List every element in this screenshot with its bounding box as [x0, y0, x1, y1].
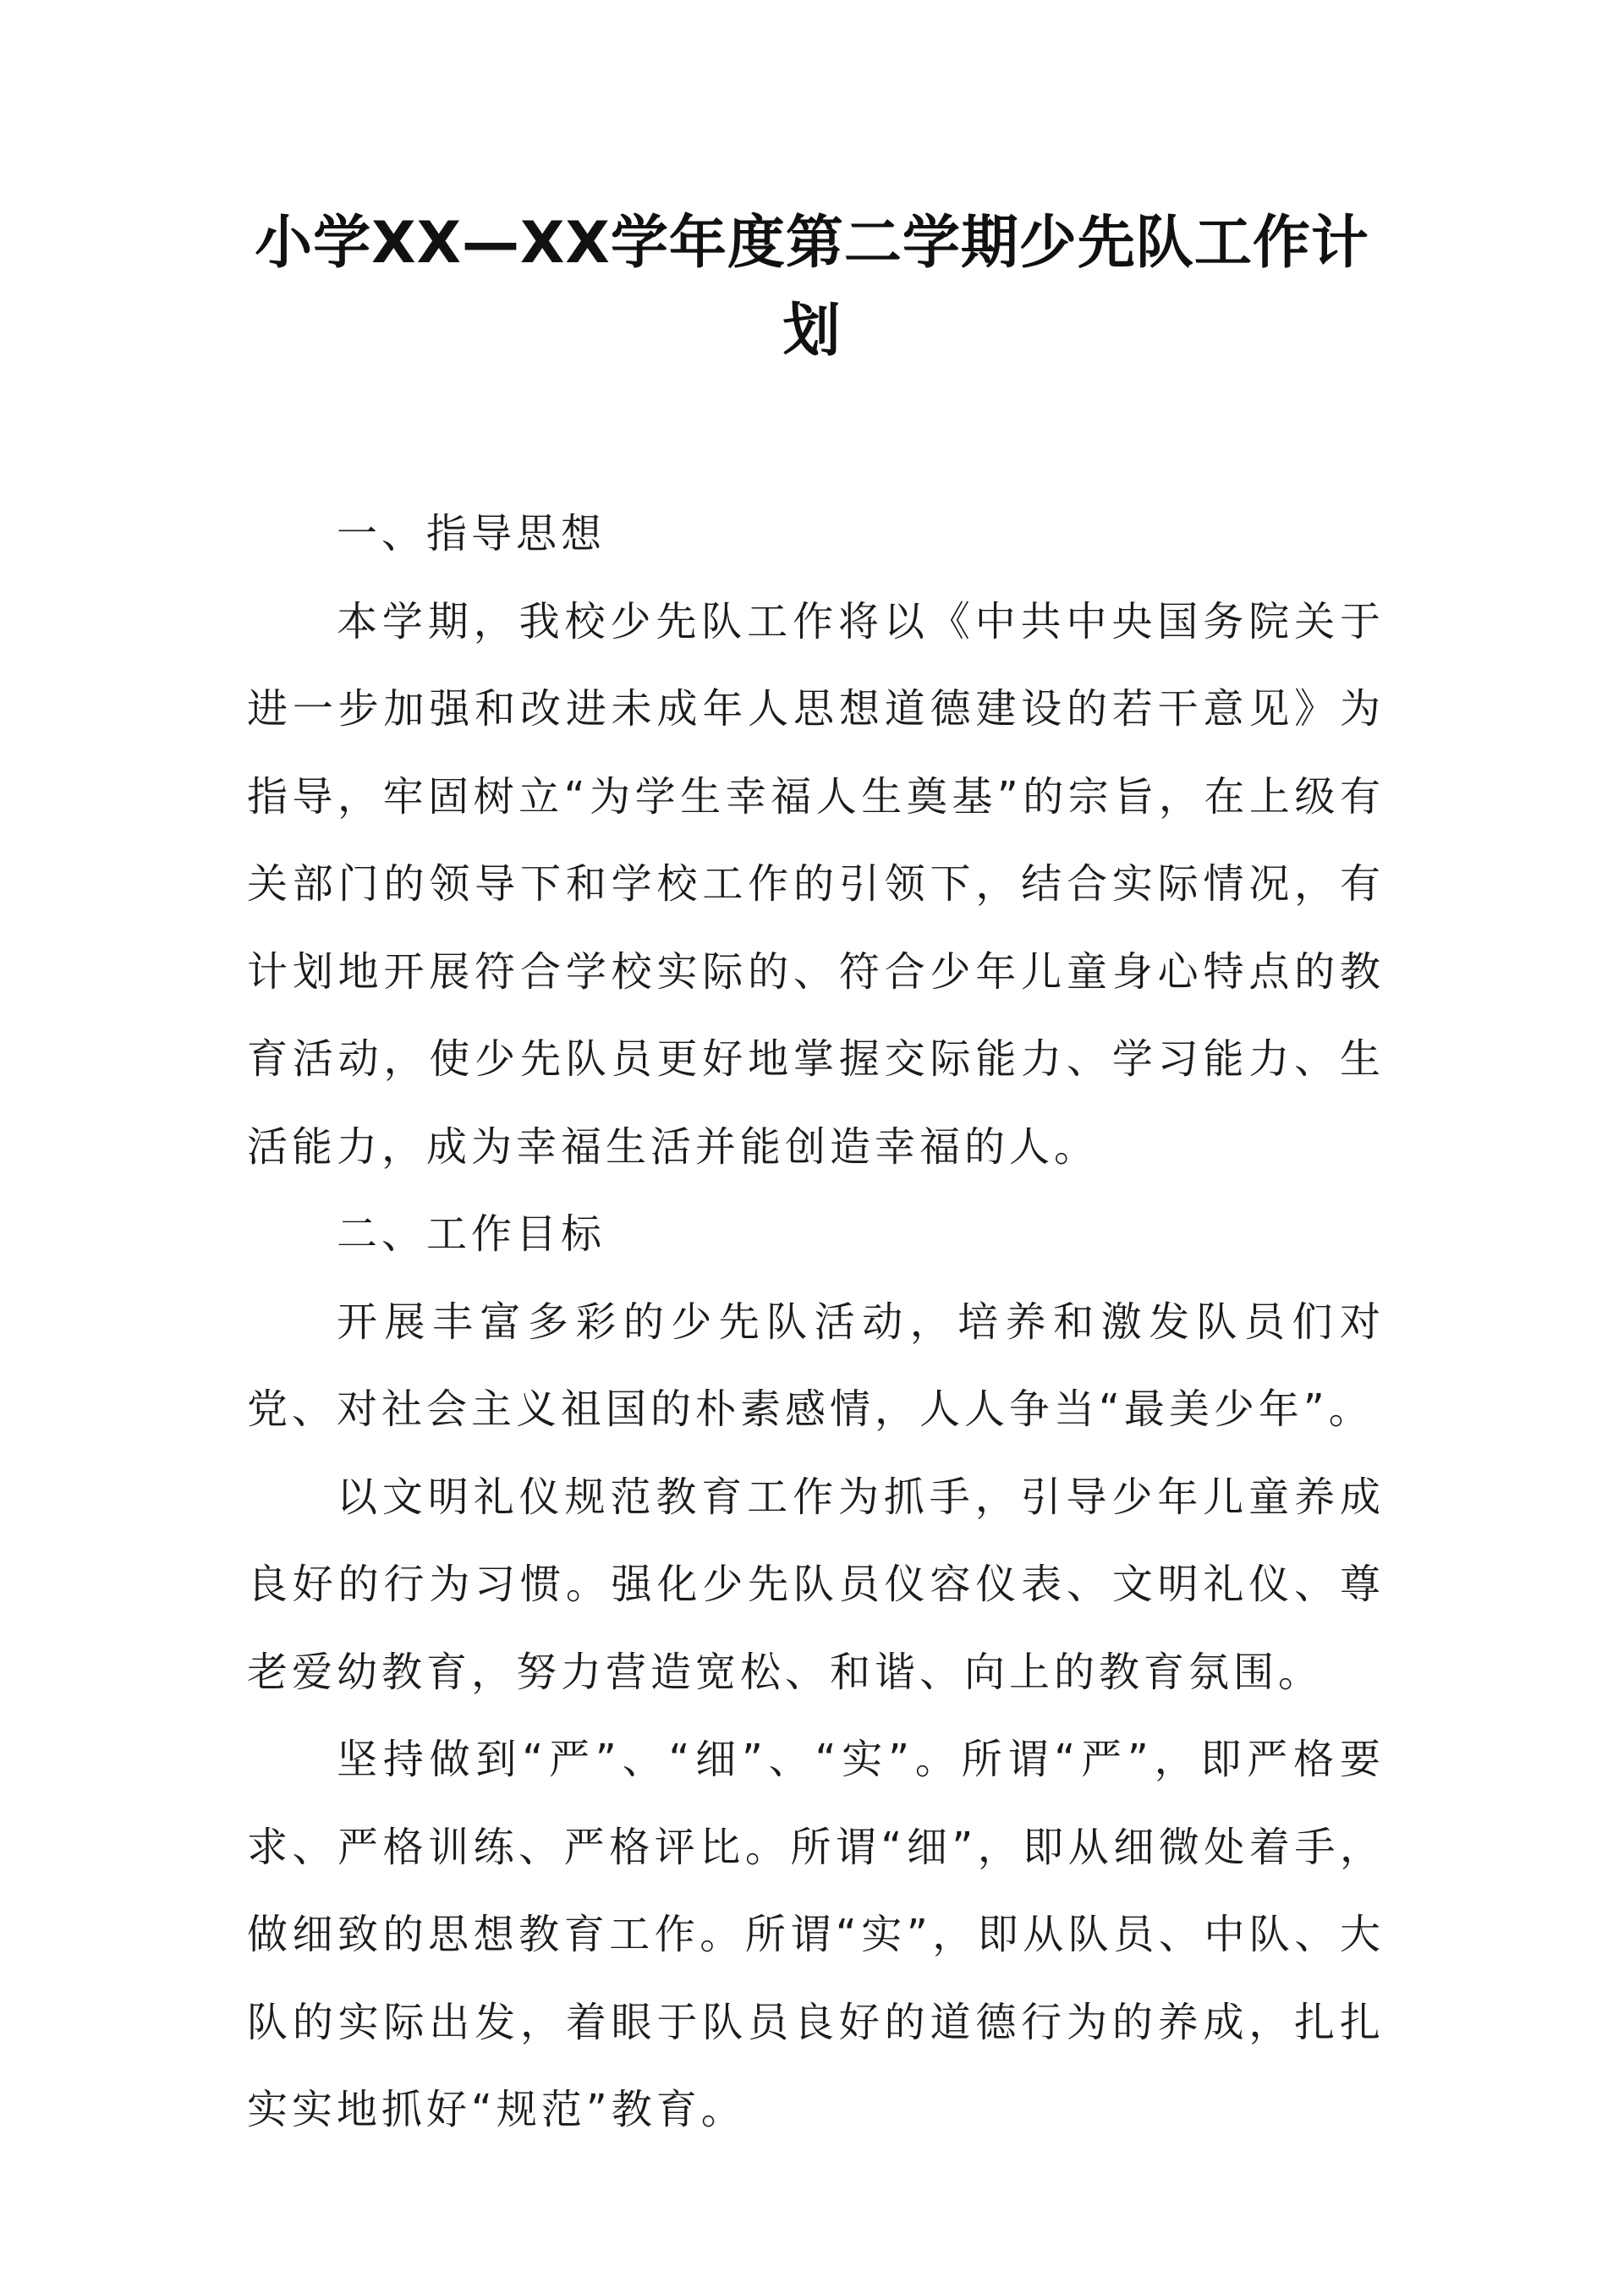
section-heading-guiding-ideology: 一、指导思想	[337, 510, 606, 557]
section-heading-work-goals: 二、工作目标	[337, 1210, 606, 1258]
document-body	[247, 491, 1385, 2154]
paragraph-goal-etiquette: 以文明礼仪规范教育工作为抓手，引导少年儿童养成良好的行为习惯。强化少先队员仪容仪表、文明礼仪、尊老爱幼教育，努力营造宽松、和谐、向上的教育氛围。	[247, 1473, 1385, 1696]
document-title: 小学XX—XX学年度第二学期少先队工作计划	[255, 210, 1369, 365]
paragraph-goal-strict-detailed-practical: 坚持做到“严”、“细”、“实”。所谓“严”，即严格要求、严格训练、严格评比。所谓“细”，即从细微处着手，做细致的思想教育工作。所谓“实”，即从队员、中队、大队的实际出发，着眼于队员良好的道德行为的养成，扎扎实实地抓好“规范”教育。	[247, 1736, 1385, 2133]
paragraph-guiding-ideology: 本学期，我校少先队工作将以《中共中央国务院关于进一步加强和改进未成年人思想道德建设的若干意见》为指导，牢固树立“为学生幸福人生奠基”的宗旨，在上级有关部门的领导下和学校工作的引领下，结合实际情况，有计划地开展符合学校实际的、符合少年儿童身心特点的教育活动，使少先队员更好地掌握交际能力、学习能力、生活能力，成为幸福生活并能创造幸福的人。	[247, 597, 1385, 1171]
paragraph-goal-activities: 开展丰富多彩的少先队活动，培养和激发队员们对党、对社会主义祖国的朴素感情，人人争当“最美少年”。	[247, 1298, 1385, 1433]
